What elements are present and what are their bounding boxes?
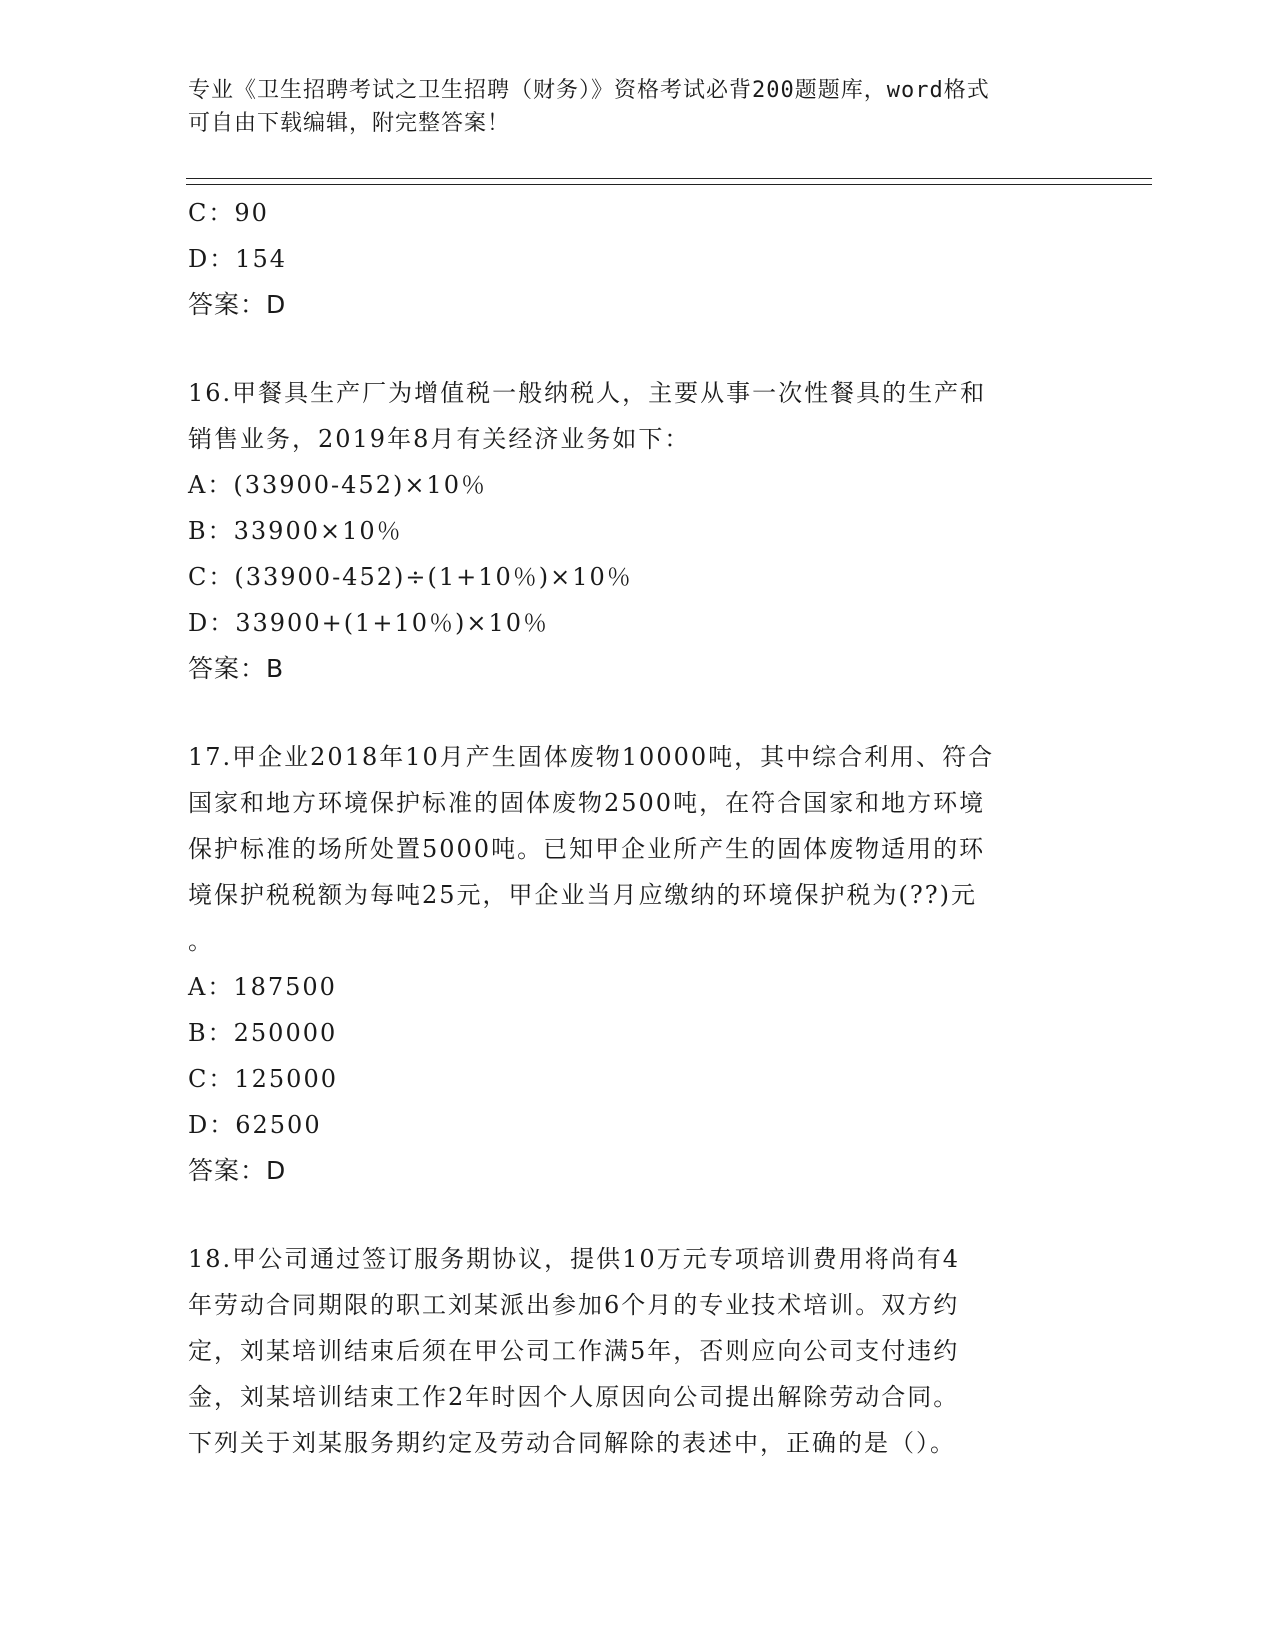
option-a: A：(33900-452)×10％ (188, 471, 487, 499)
header-line-1: 专业《卫生招聘考试之卫生招聘（财务）》资格考试必背200题题库，word格式 (188, 78, 990, 103)
question-18 (188, 1236, 1078, 1466)
answer-line: 答案：D (188, 1156, 287, 1185)
spacer (188, 1194, 1078, 1236)
question-stem-line: 定，刘某培训结束后须在甲公司工作满5年，否则应向公司支付违约 (188, 1337, 960, 1365)
option-d: D：154 (188, 245, 288, 273)
spacer (188, 328, 1078, 370)
question-17 (188, 734, 1078, 1194)
option-d: D：62500 (188, 1111, 322, 1139)
question-16 (188, 370, 1078, 692)
question-stem-line: 国家和地方环境保护标准的固体废物2500吨，在符合国家和地方环境 (188, 789, 986, 817)
question-stem-line: 16.甲餐具生产厂为增值税一般纳税人，主要从事一次性餐具的生产和 (188, 379, 987, 407)
question-content (188, 190, 1078, 1466)
option-b: B：250000 (188, 1019, 338, 1047)
header-line-2: 可自由下载编辑，附完整答案！ (188, 111, 511, 136)
question-stem-line: 。 (188, 927, 214, 955)
answer-line: 答案：D (188, 290, 287, 319)
page-header (188, 74, 1068, 140)
question-stem-line: 下列关于刘某服务期约定及劳动合同解除的表述中，正确的是（）。 (188, 1429, 956, 1457)
question-stem-line: 销售业务，2019年8月有关经济业务如下： (188, 425, 691, 453)
header-rule-bottom (186, 184, 1152, 185)
option-c: C：125000 (188, 1065, 338, 1093)
spacer (188, 692, 1078, 734)
answer-line: 答案：B (188, 654, 285, 683)
question-stem-line: 18.甲公司通过签订服务期协议，提供10万元专项培训费用将尚有4 (188, 1245, 960, 1273)
question-stem-line: 金，刘某培训结束工作2年时因个人原因向公司提出解除劳动合同。 (188, 1383, 960, 1411)
question-15 (188, 190, 1078, 328)
question-stem-line: 17.甲企业2018年10月产生固体废物10000吨，其中综合利用、符合 (188, 743, 995, 771)
option-b: B：33900×10％ (188, 517, 403, 545)
question-stem-line: 保护标准的场所处置5000吨。已知甲企业所产生的固体废物适用的环 (188, 835, 986, 863)
option-d: D：33900+(1+10％)×10％ (188, 609, 549, 637)
question-stem-line: 境保护税税额为每吨25元，甲企业当月应缴纳的环境保护税为(??)元 (188, 881, 977, 909)
header-rule-top (186, 178, 1152, 179)
option-c: C：90 (188, 199, 269, 227)
option-a: A：187500 (188, 973, 337, 1001)
option-c: C：(33900-452)÷(1+10％)×10％ (188, 563, 633, 591)
question-stem-line: 年劳动合同期限的职工刘某派出参加6个月的专业技术培训。双方约 (188, 1291, 960, 1319)
